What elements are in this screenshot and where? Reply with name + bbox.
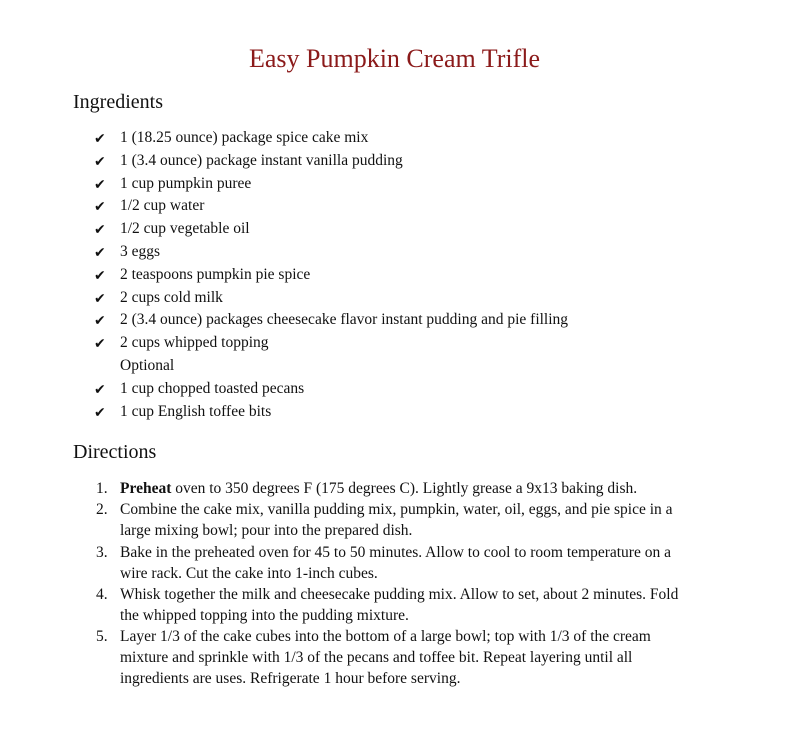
ingredient-item [0, 264, 789, 287]
check-mark-icon: ✔ [94, 381, 106, 398]
step-number: 1. [96, 480, 108, 497]
step-text [120, 542, 700, 584]
recipe-title: Easy Pumpkin Cream Trifle [248, 44, 541, 73]
check-mark-icon: ✔ [94, 313, 106, 330]
check-mark-icon: ✔ [94, 336, 106, 353]
ingredient-text: 1 (3.4 ounce) package instant vanilla pudding [120, 151, 403, 169]
ingredient-text: 1 cup English toffee bits [120, 402, 272, 420]
check-mark-icon: ✔ [94, 199, 106, 216]
ingredient-item [0, 241, 789, 264]
ingredient-item [0, 150, 789, 173]
check-mark-icon: ✔ [94, 131, 106, 147]
ingredient-text: 3 eggs [120, 242, 161, 260]
direction-step [0, 499, 789, 541]
direction-step [0, 542, 789, 584]
ingredient-item [0, 173, 789, 196]
ingredient-item [0, 218, 789, 241]
step-number: 4. [96, 585, 108, 603]
check-mark-icon: ✔ [94, 290, 106, 307]
ingredient-text: 2 cups whipped topping [120, 334, 269, 352]
directions-list [0, 478, 789, 689]
check-mark-icon: ✔ [94, 176, 106, 193]
ingredient-text: 1/2 cup water [120, 197, 205, 215]
ingredient-text: Optional [120, 356, 175, 374]
direction-step [0, 584, 789, 626]
ingredient-text: 2 (3.4 ounce) packages cheesecake flavor instant pudding and pie filling [120, 311, 569, 329]
ingredient-item [0, 355, 789, 378]
check-mark-icon: ✔ [94, 153, 106, 170]
step-number: 2. [96, 501, 108, 519]
ingredient-item [0, 332, 789, 355]
ingredient-item [0, 127, 789, 150]
check-mark-icon: ✔ [94, 267, 106, 284]
ingredient-text: 1 (18.25 ounce) package spice cake mix [120, 129, 369, 146]
ingredient-text: 2 cups cold milk [120, 288, 223, 306]
step-body-text: Layer 1/3 of the cake cubes into the bottom of a large bowl; top with 1/3 of the cream mixture and sprinkle with 1/3 of the pecans and toffee bit. Repeat layering until all ingredients are uses. Refrigerate 1 hour before serving. [120, 628, 651, 688]
ingredient-text: 2 teaspoons pumpkin pie spice [120, 265, 311, 283]
step-text [120, 584, 700, 626]
ingredients-list [0, 127, 789, 423]
step-body-text: oven to 350 degrees F (175 degrees C). Lightly grease a 9x13 baking dish. [171, 480, 638, 497]
step-text [120, 626, 700, 689]
step-text [120, 478, 700, 499]
step-number: 3. [96, 543, 108, 561]
step-body-text: Whisk together the milk and cheesecake pudding mix. Allow to set, about 2 minutes. Fold the whipped topping into the pudding mixture. [120, 585, 679, 624]
ingredients-heading: Ingredients [73, 91, 163, 113]
check-mark-icon: ✔ [94, 244, 106, 261]
ingredient-item [0, 287, 789, 310]
direction-step [0, 478, 789, 499]
ingredient-item [0, 401, 789, 424]
ingredient-item [0, 309, 789, 332]
step-body-text: Bake in the preheated oven for 45 to 50 minutes. Allow to cool to room temperature on a wire rack. Cut the cake into 1-inch cubes. [120, 543, 671, 582]
ingredient-item [0, 378, 789, 401]
step-bold-text: Preheat [120, 480, 172, 497]
check-mark-icon: ✔ [94, 404, 106, 421]
step-text [120, 499, 700, 541]
ingredient-item [0, 195, 789, 218]
check-mark-icon: ✔ [94, 222, 106, 239]
step-number: 5. [96, 628, 108, 646]
ingredient-text: 1 cup chopped toasted pecans [120, 379, 305, 397]
ingredient-text: 1 cup pumpkin puree [120, 174, 252, 192]
directions-heading: Directions [73, 441, 157, 463]
ingredient-text: 1/2 cup vegetable oil [120, 220, 250, 238]
direction-step [0, 626, 789, 689]
step-body-text: Combine the cake mix, vanilla pudding mix, pumpkin, water, oil, eggs, and pie spice in a large mixing bowl; pour into the prepared dish. [120, 501, 673, 540]
